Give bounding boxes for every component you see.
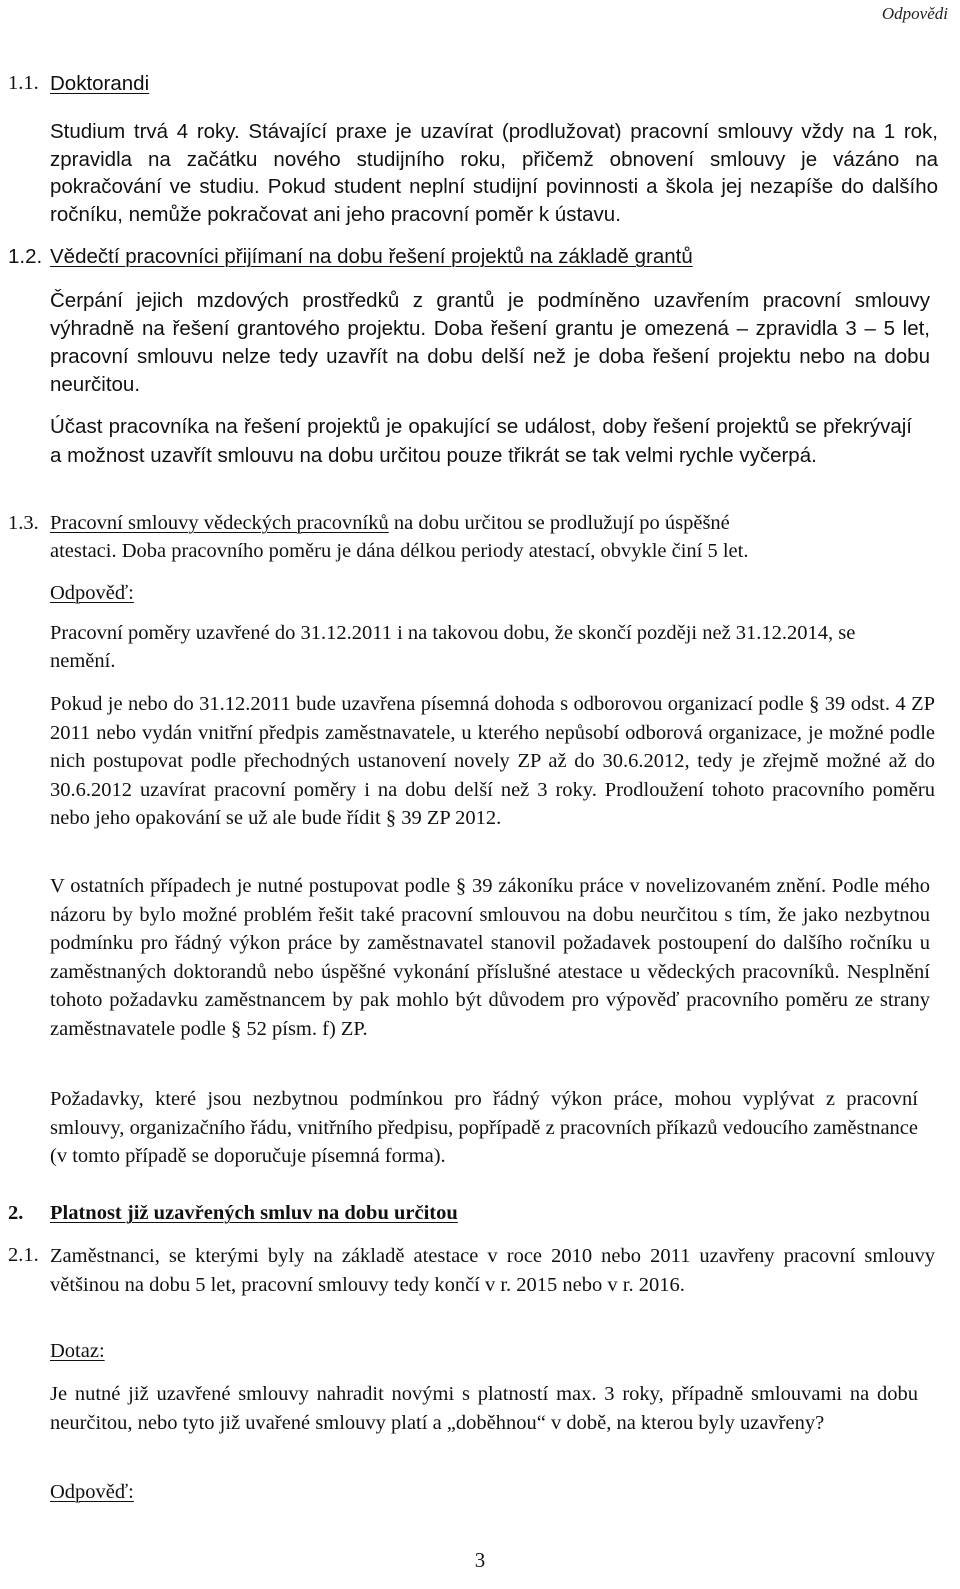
section-number: 1.2. <box>8 245 43 268</box>
paragraph: Studium trvá 4 roky. Stávající praxe je uzavírat (prodlužovat) pracovní smlouvy vždy na 1 rok, zpravidla na začátku nového studijního roku, přičemž obnovení smlouvy je vázáno na pokračování ve studiu. Pokud student neplní studijní povinnosti a škola jej nezapíše do dalšího ročníku, nemůže pokračovat ani jeho pracovní poměr k ústavu. <box>50 120 938 226</box>
paragraph: Požadavky, které jsou nezbytnou podmínkou pro řádný výkon práce, mohou vyplývat z pracovní smlouvy, organizačního řádu, vnitřního předpisu, popřípadě z pracovních příkazů vedoucího zaměstnance (v tomto případě se doporučuje písemná forma). <box>50 1088 918 1167</box>
paragraph: V ostatních případech je nutné postupovat podle § 39 zákoníku práce v novelizovaném znění. Podle mého názoru by bylo možné problém řešit také pracovní smlouvou na dobu neurčitou s tím, že jako nezbytnou podmínku pro řádný výkon práce by zaměstnavatel stanovil požadavek postoupení do dalšího ročníku u zaměstnaných doktorandů nebo úspěšné vykonání příslušné atestace u vědeckých pracovníků. Nesplnění tohoto požadavku zaměstnancem by pak mohlo být důvodem pro výpověď pracovního poměru ze strany zaměstnavatele podle § 52 písm. f) ZP. <box>50 875 930 1040</box>
page-number: 3 <box>474 1548 486 1572</box>
paragraph: Zaměstnanci, se kterými byly na základě atestace v roce 2010 nebo 2011 uzavřeny pracovní smlouvy většinou na dobu 5 let, pracovní smlouvy tedy končí v r. 2015 nebo v r. 2016. <box>50 1245 935 1296</box>
section-title-rest: na dobu určitou se prodlužují po úspěšné <box>388 512 730 534</box>
paragraph: Pracovní poměry uzavřené do 31.12.2011 i na takovou dobu, že skončí později než 31.12.2014, se nemění. <box>50 622 856 672</box>
question-label: Dotaz: <box>50 1340 105 1362</box>
section-subline: atestaci. Doba pracovního poměru je dána délkou periody atestací, obvykle činí 5 let. <box>50 539 749 562</box>
section-title: Doktorandi <box>50 72 150 95</box>
section-title: Platnost již uzavřených smluv na dobu určitou <box>50 1202 458 1224</box>
answer-label: Odpověď: <box>50 582 134 604</box>
section-title: Pracovní smlouvy vědeckých pracovníků <box>50 512 389 534</box>
answer-label: Odpověď: <box>50 1481 134 1503</box>
question-text: Je nutné již uzavřené smlouvy nahradit novými s platností max. 3 roky, případně smlouvami na dobu neurčitou, nebo tyto již uvařené smlouvy platí a „doběhnou“ v době, na kterou byly uzavřeny? <box>50 1383 918 1434</box>
section-number: 2. <box>8 1202 24 1224</box>
paragraph: Čerpání jejich mzdových prostředků z grantů je podmíněno uzavřením pracovní smlouvy výhradně na řešení grantového projektu. Doba řešení grantu je omezená – zpravidla 3 – 5 let, pracovní smlouvu nelze tedy uzavřít na dobu delší než je doba řešení projektu nebo na dobu neurčitou. <box>50 289 930 396</box>
paragraph: Pokud je nebo do 31.12.2011 bude uzavřena písemná dohoda s odborovou organizací podle § 39 odst. 4 ZP 2011 nebo vydán vnitřní předpis zaměstnavatele, u kterého nepůsobí odborová organizace, je možné podle nich postupovat podle přechodných ustanovení novely ZP až do 30.6.2012, tedy je zřejmě možné až do 30.6.2012 uzavírat pracovní poměry i na dobu delší než 3 roky. Prodloužení tohoto pracovního poměru nebo jeho opakování se už ale bude řídit § 39 ZP 2012. <box>50 693 935 829</box>
section-title: Vědečtí pracovníci přijímaní na dobu řešení projektů na základě grantů <box>50 245 693 268</box>
paragraph: Účast pracovníka na řešení projektů je opakující se událost, doby řešení projektů se překrývají a možnost uzavřít smlouvu na dobu určitou pouze třikrát se tak velmi rychle vyčerpá. <box>50 415 912 467</box>
section-number: 1.1. <box>8 72 39 94</box>
running-header: Odpovědi <box>881 4 948 23</box>
section-number: 2.1. <box>8 1244 39 1266</box>
section-number: 1.3. <box>8 512 39 534</box>
